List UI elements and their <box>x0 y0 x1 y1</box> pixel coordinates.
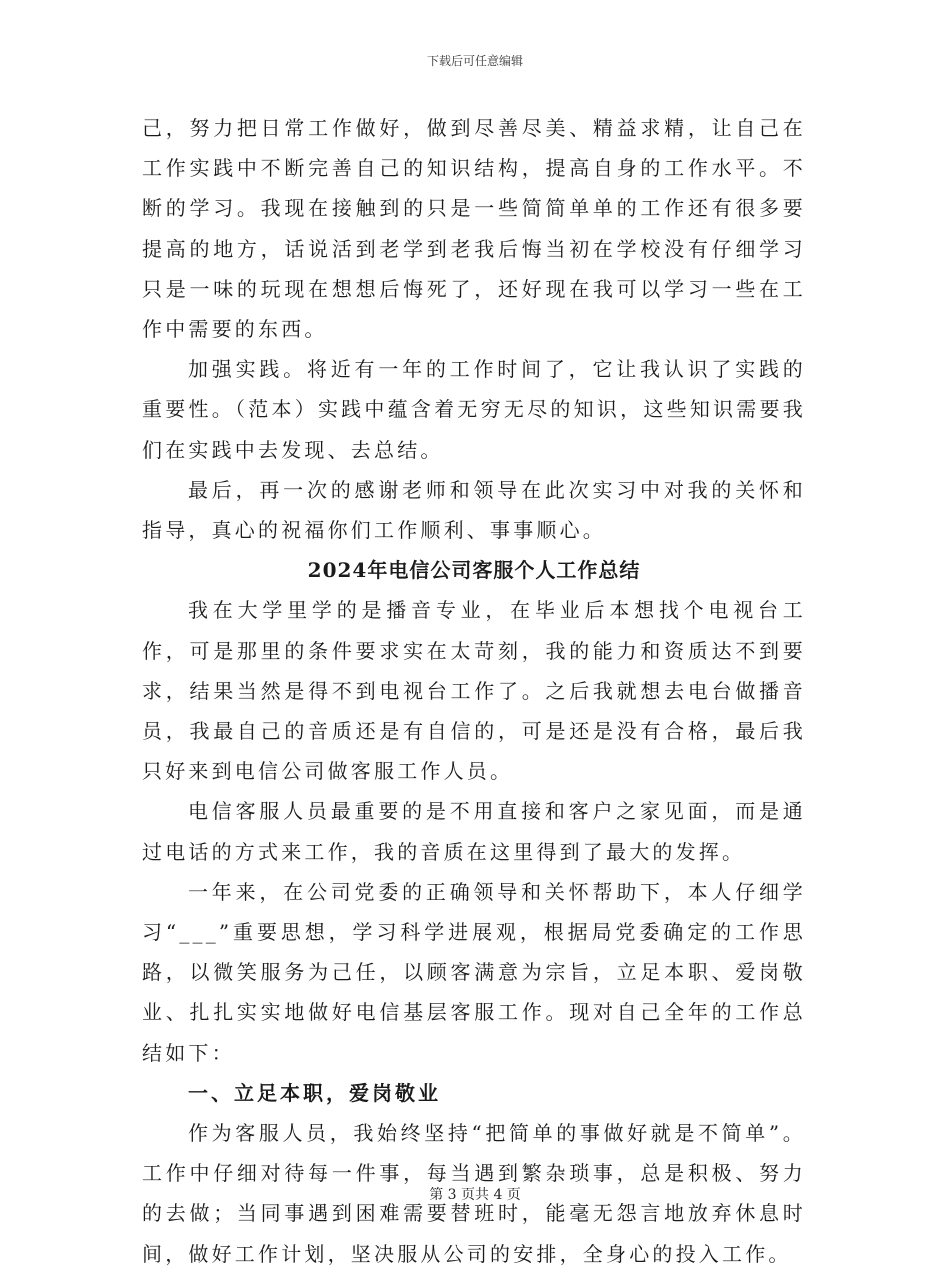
paragraph-service: 电信客服人员最重要的是不用直接和客户之家见面，而是通过电话的方式来工作，我的音质在这里得到了最大的发挥。 <box>142 799 806 864</box>
paragraph-practice: 加强实践。将近有一年的工作时间了，它让我认识了实践的重要性。（范本）实践中蕴含着无穷无尽的知识，这些知识需要我们在实践中去发现、去总结。 <box>142 357 806 462</box>
document-body <box>142 108 806 1274</box>
page-header: 下载后可任意编辑 <box>426 54 523 68</box>
paragraph-section-1: 作为客服人员，我始终坚持“把简单的事做好就是不简单”。工作中仔细对待每一件事，每当遇到繁杂琐事，总是积极、努力的去做；当同事遇到困难需要替班时，能毫无怨言地放弃休息时间，做好工作计划，坚决服从公司的安排，全身心的投入工作。 <box>142 1121 806 1266</box>
paragraph-summary-intro: 一年来，在公司党委的正确领导和关怀帮助下，本人仔细学习“___”重要思想，学习科学进展观，根据局党委确定的工作思路，以微笑服务为己任，以顾客满意为宗旨，立足本职、爱岗敬业、扎扎实实地做好电信基层客服工作。现对自己全年的工作总结如下： <box>142 879 806 1065</box>
paragraph-continuation: 己，努力把日常工作做好，做到尽善尽美、精益求精，让自己在工作实践中不断完善自己的知识结构，提高自身的工作水平。不断的学习。我现在接触到的只是一些简简单单的工作还有很多要提高的地方，话说活到老学到老我后悔当初在学校没有仔细学习只是一味的玩现在想想后悔死了，还好现在我可以学习一些在工作中需要的东西。 <box>142 116 806 342</box>
paragraph-background: 我在大学里学的是播音专业，在毕业后本想找个电视台工作，可是那里的条件要求实在太苛刻，我的能力和资质达不到要求，结果当然是得不到电视台工作了。之后我就想去电台做播音员，我最自己的音质还是有自信的，可是还是没有合格，最后我只好来到电信公司做客服工作人员。 <box>142 598 806 784</box>
paragraph-thanks: 最后，再一次的感谢老师和领导在此次实习中对我的关怀和指导，真心的祝福你们工作顺利、事事顺心。 <box>142 477 806 543</box>
page-footer: 第 3 页共 4 页 <box>429 1187 521 1203</box>
document-title: 2024年电信公司客服个人工作总结 <box>307 558 641 583</box>
section-heading: 一、立足本职，爱岗敬业 <box>188 1080 441 1105</box>
